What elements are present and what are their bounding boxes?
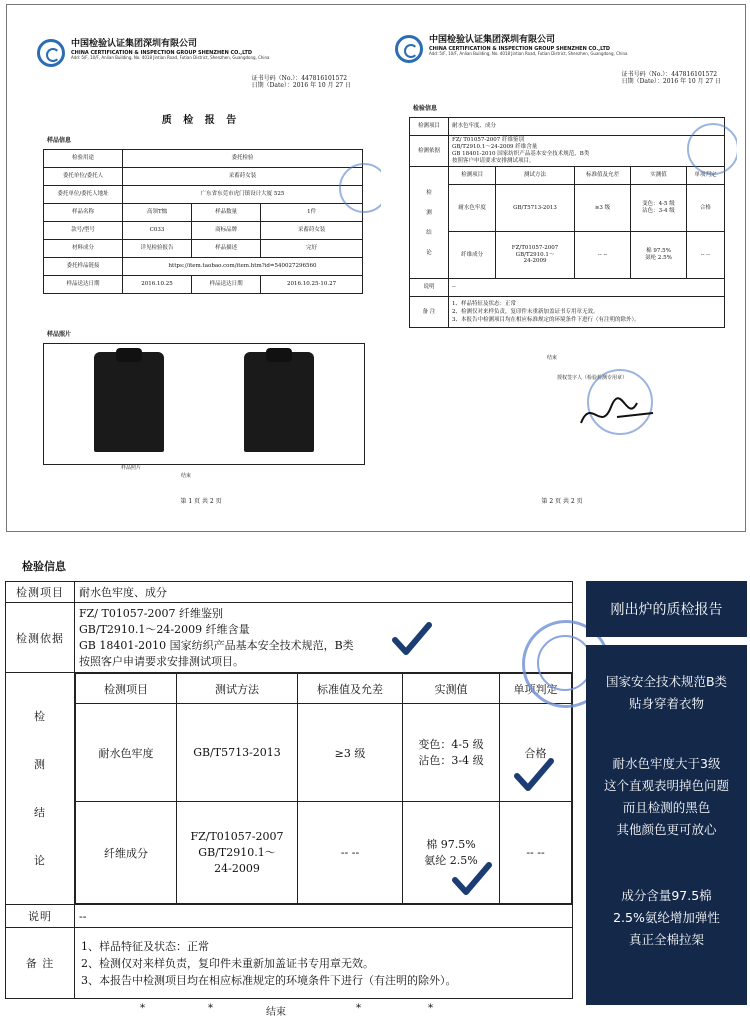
sidebar-block-2: 耐水色牢度大于3级 这个直观表明掉色问题 而且检测的黑色 其他颜色更可放心	[603, 756, 729, 837]
page2-table: 检测项目 耐水色牢度、成分 检测依据 FZ/ T01057-2007 纤维鉴别 GB/T2910.1～24-2009 纤维含量 GB 18401-2010 国家纺织产品基本安全技术规范，B类 按照客户申请要求安排测试项目。 检 测 结 论 检测项目 测试方法 标准值及允差 实测值 单项判定 耐水色牢度 GB/T5713-2013 ≥3 级 变色：4-5 级 沾色：3-4 级 合格 纤维成分 FZ/T01057-2007 GB/T2910.1～ 24-2009 -- -- 棉 97.5% 氨纶 2.5% -- -- 说明 -- 备 注 1、样品特征及状态：正常 2、检测仅对来样负责，复印件未重新加盖证书专用章无效。 3、本报告中检测项目均在相应标准规定的环境条件下进行（有注明的除外）。	[409, 117, 725, 328]
item-value: 耐水色牢度、成分	[75, 582, 573, 603]
sweater-photo-front	[94, 352, 164, 452]
result-table	[75, 673, 572, 904]
remarks-value: 1、样品特征及状态：正常 2、检测仅对来样负责，复印件未重新加盖证书专用章无效。 3、本报告中检测项目均在相应标准规定的环境条件下进行（有注明的除外）。	[75, 928, 573, 999]
signature-icon	[577, 393, 657, 433]
stamp-icon	[687, 123, 737, 175]
check-icon	[392, 622, 432, 656]
sample-info-table: 检验用途 委托检验 委托单位/委托人 采蓄莳女装 委托单位/委托人地址 广东省东莞市虎门镇设计大厦 525 样品名称 高领T恤 样品数量 1件 款号/型号 C033 商标品牌 采蓄莳女装 材料成分 详见检验报告 样品描述 完好 委托样品链接 https://item.taobao.com/item.htm?id=540027296560 样品送达日期 2016.10.25 样品送达日期 2016.10.25-10.27	[43, 149, 363, 294]
report-number: 447816101572	[301, 75, 348, 82]
end-mark: 结束	[181, 473, 192, 479]
explain-value: --	[75, 905, 573, 928]
sidebar-notes	[586, 645, 747, 1005]
photo-caption: 样品照片	[121, 465, 142, 471]
page-number-2: 第 2 页 共 2 页	[541, 497, 583, 505]
photos-heading: 样品照片	[47, 331, 72, 338]
stamp-icon	[339, 163, 381, 213]
report-date: 2016 年 10 月 27 日	[292, 82, 351, 90]
company-name-cn: 中国检验认证集团深圳有限公司	[71, 39, 198, 49]
report-number-block: 证书号码（No.）：447816101572 日期（Date）：2016 年 10 月 27 日	[621, 71, 721, 86]
sidebar-block-1: 国家安全技术规范B类 贴身穿着衣物	[605, 674, 728, 711]
item-label: 检测项目	[6, 582, 75, 603]
sidebar-block-3: 成分含量97.5棉 2.5%氨纶增加弹性 真正全棉拉架	[613, 888, 720, 947]
company-header: 中国检验认证集团深圳有限公司 CHINA CERTIFICATION & INSPECTION GROUP SHENZHEN CO.,LTD Add: 5/F, 10/F, Anlian Building, No. 4018 Jintian Road, Futian District, Shenzhen, Guangdong, China	[429, 35, 628, 56]
sample-info-heading: 样品信息	[47, 137, 72, 144]
result-label: 检 测 结 论	[6, 673, 75, 905]
report-number-block: 证书号码（No.）：447816101572 日期（Date）：2016 年 10 月 27 日	[251, 75, 351, 90]
check-icon	[514, 758, 554, 792]
table-row: 耐水色牢度 GB/T5713-2013 ≥3 级 变色：4-5 级 沾色：3-4 级 合格	[76, 704, 572, 802]
header-judgment: 单项判定	[500, 674, 572, 704]
header-measured: 实测值	[403, 674, 500, 704]
signature-label: 授权签字人（检验检测专用章）	[557, 375, 628, 381]
sample-photos	[43, 343, 365, 465]
remarks-label: 备 注	[6, 928, 75, 999]
page2-heading: 检验信息	[413, 105, 438, 112]
basis-value: FZ/ T01057-2007 纤维鉴别 GB/T2910.1～24-2009 纤维含量 GB 18401-2010 国家纺织产品基本安全技术规范，B类 按照客户申请要求安排测试项目。	[75, 603, 573, 673]
sweater-photo-back	[244, 352, 314, 452]
header-item: 检测项目	[76, 674, 177, 704]
cci-logo-icon	[37, 39, 65, 67]
header-method: 测试方法	[177, 674, 298, 704]
report-page-1	[21, 13, 381, 523]
cci-logo-icon	[395, 35, 423, 63]
table-row: 纤维成分 FZ/T01057-2007 GB/T2910.1～ 24-2009 -- -- 棉 97.5% 氨纶 2.5% -- --	[76, 802, 572, 904]
company-name-en: CHINA CERTIFICATION & INSPECTION GROUP SHENZHEN CO.,LTD	[71, 49, 253, 56]
basis-label: 检测依据	[6, 603, 75, 673]
report-title: 质 检 报 告	[161, 115, 241, 126]
sidebar-title: 刚出炉的质检报告	[586, 581, 747, 637]
header-standard: 标准值及允差	[298, 674, 403, 704]
company-header	[71, 39, 270, 61]
detail-heading: 检验信息	[22, 560, 66, 573]
report-photo	[6, 4, 746, 532]
page-number-1: 第 1 页 共 2 页	[180, 497, 222, 505]
explain-label: 说明	[6, 905, 75, 928]
detail-table	[5, 581, 573, 999]
check-icon	[452, 862, 492, 896]
company-address: Add: 5/F, 10/F, Anlian Building, No. 4018 Jintian Road, Futian District, Shenzhen, Guangdong, China	[71, 54, 270, 60]
report-page-2: 中国检验认证集团深圳有限公司 CHINA CERTIFICATION & INSPECTION GROUP SHENZHEN CO.,LTD Add: 5/F, 10/F, Anlian Building, No. 4018 Jintian Road, Futian District, Shenzhen, Guangdong, China 证书号码（No.）：447816101572 日期（Date）：2016 年 10 月 27 日 检验信息 检测项目 耐水色牢度、成分 检测依据 FZ/ T01057-2007 纤维鉴别 GB/T2910.1～24-2009 纤维含量 GB 18401-2010 国家纺织产品基本安全技术规范，B类 按照客户申请要求安排测试项目。 检 测 结 论 检测项目 测试方法 标准值及允差 实测值 单项判定 耐水色牢度 GB/T5713-2013 ≥3 级 变色：4-5 级 沾色：3-4 级 合格 纤维成分 FZ/T01057-2007 GB/T2910.1～ 24-2009 -- -- 棉 97.5% 氨纶 2.5% -- -- 说明 -- 备 注 1、样品特征及状态：正常 2、检测仅对来样负责，复印件未重新加盖证书专用章无效。 3、本报告中检测项目均在相应标准规定的环境条件下进行（有注明的除外）。 结束 授权签字人（检验检测专用章） 第 2 页 共 2 页	[387, 13, 737, 523]
